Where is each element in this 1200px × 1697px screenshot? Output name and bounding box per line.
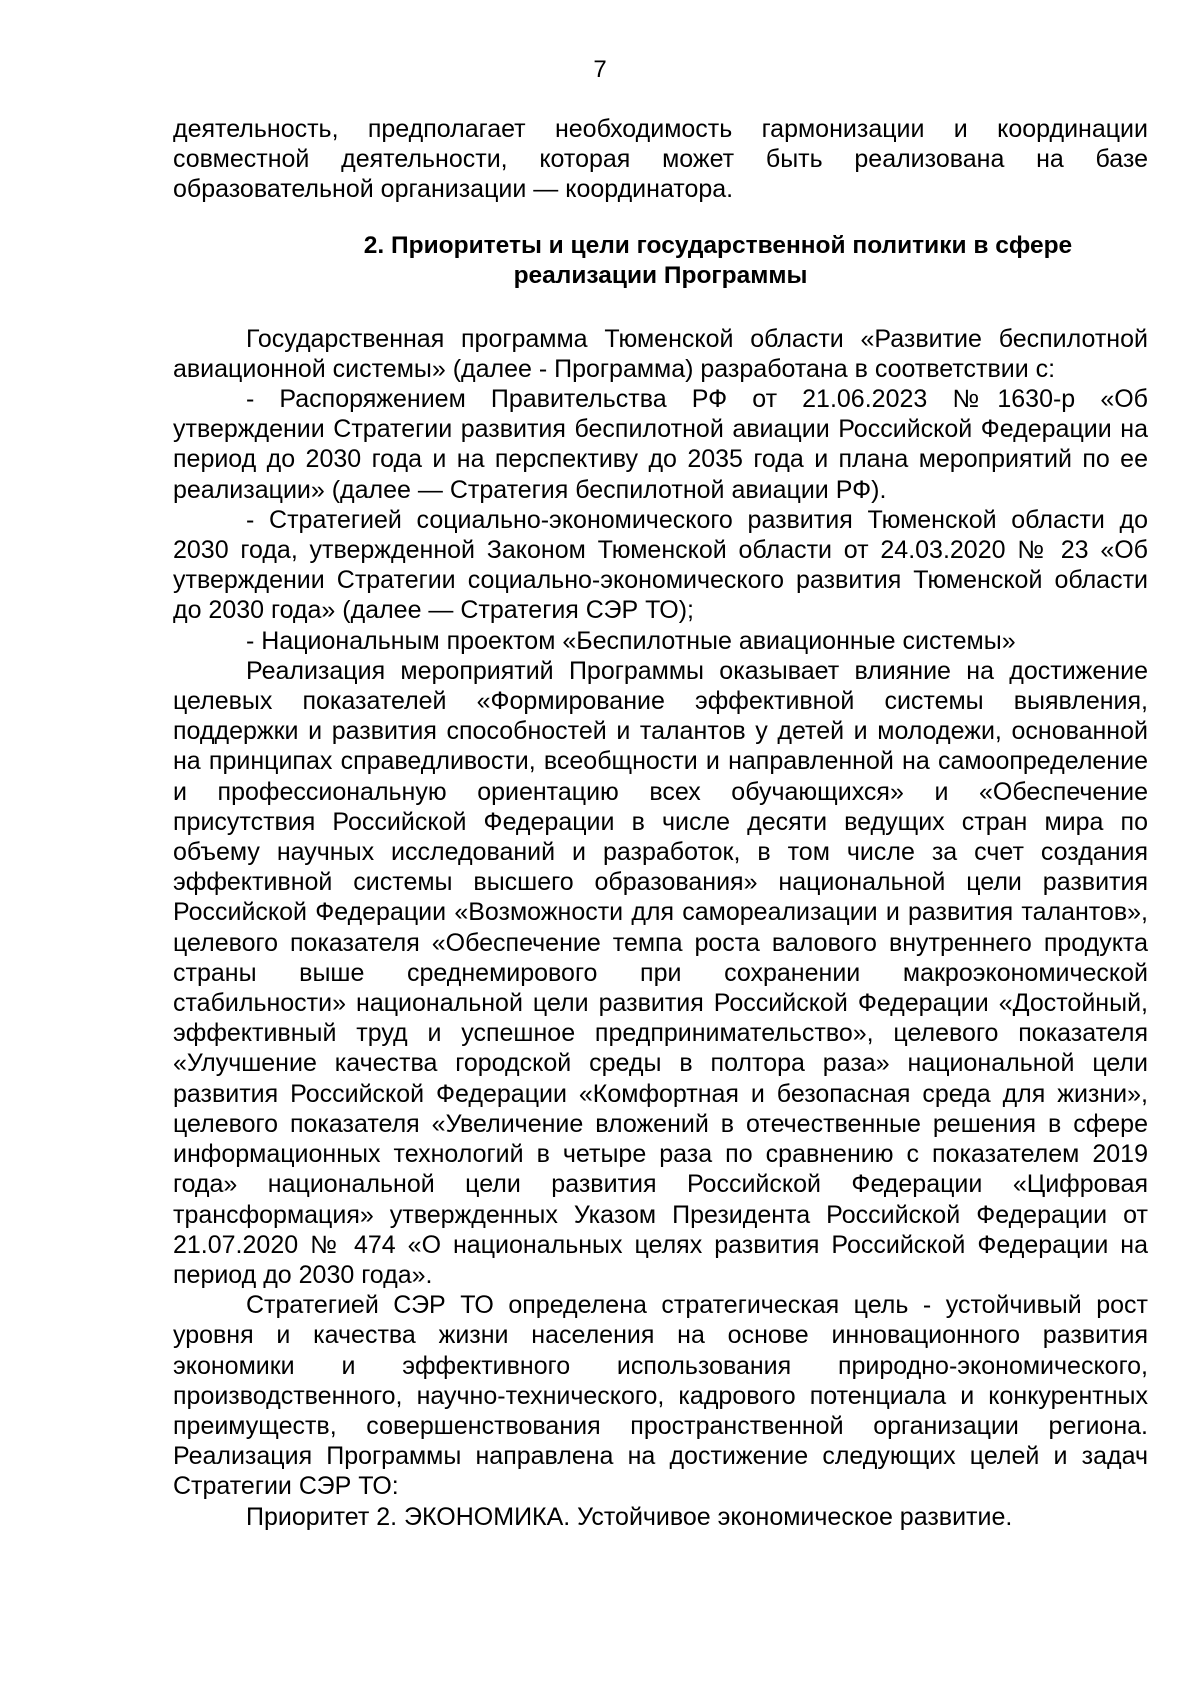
paragraph-national-project: - Национальным проектом «Беспилотные авиационные системы»	[246, 626, 1016, 655]
page-number: 7	[593, 56, 607, 83]
paragraph-program-basis: Государственная программа Тюменской области «Развитие беспилотной авиационной системы» (далее - Программа) разработана в соответствии с:	[173, 324, 1148, 383]
paragraph-government-order: - Распоряжением Правительства РФ от 21.06.2023 №1630-р «Об утверждении Стратегии развития беспилотной авиации Российской Федерации на период до 2030 года и на перспективу до 2035 года и плана мероприятий по ее реализации» (далее — Стратегия беспилотной авиации РФ).	[173, 385, 1148, 504]
intro-paragraph: деятельность, предполагает необходимость гармонизации и координации совместной деятельности, которая может быть реализована на базе образовательной организации — координатора.	[173, 115, 1148, 204]
section-heading-line-2: реализации Программы	[513, 261, 808, 289]
section-heading	[173, 231, 1148, 291]
section-heading-line-1: 2. Приоритеты и цели государственной политики в сфере	[363, 231, 1073, 259]
paragraph-priority: Приоритет 2. ЭКОНОМИКА. Устойчивое экономическое развитие.	[246, 1502, 1013, 1531]
paragraph-strategic-goal: Стратегией СЭР ТО определена стратегическая цель - устойчивый рост уровня и качества жизни населения на основе инновационного развития экономики и эффективного использования природно-экономического, производственного, научно-технического, кадрового потенциала и конкурентных преимуществ, совершенствования пространственной организации региона. Реализация Программы направлена на достижение следующих целей и задач Стратегии СЭР ТО:	[173, 1291, 1148, 1501]
paragraph-regional-strategy: - Стратегией социально-экономического развития Тюменской области до 2030 года, утвержденной Законом Тюменской области от 24.03.2020 № 23 «Об утверждении Стратегии социально-экономического развития Тюменской области до 2030 года» (далее — Стратегия СЭР ТО);	[173, 505, 1148, 625]
paragraph-national-goals: Реализация мероприятий Программы оказывает влияние на достижение целевых показателей «Формирование эффективной системы выявления, поддержки и развития способностей и талантов у детей и молодежи, основанной на принципах справедливости, всеобщности и направленной на самоопределение и профессиональную ориентацию всех обучающихся» и «Обеспечение присутствия Российской Федерации в числе десяти ведущих стран мира по объему научных исследований и разработок, в том числе за счет создания эффективной системы высшего образования» национальной цели развития Российской Федерации «Возможности для самореализации и развития талантов», целевого показателя «Обеспечение темпа роста валового внутреннего продукта страны выше среднемирового при сохранении макроэкономической стабильности» национальной цели развития Российской Федерации «Достойный, эффективный труд и успешное предпринимательство», целевого показателя «Улучшение качества городской среды в полтора раза» национальной цели развития Российской Федерации «Комфортная и безопасная среда для жизни», целевого показателя «Увеличение вложений в отечественные решения в сфере информационных технологий в четыре раза по сравнению с показателем 2019 года» национальной цели развития Российской Федерации «Цифровая трансформация» утвержденных Указом Президента Российской Федерации от 21.07.2020 № 474 «О национальных целях развития Российской Федерации на период до 2030 года».	[173, 656, 1148, 1289]
page-content	[173, 114, 1148, 1532]
